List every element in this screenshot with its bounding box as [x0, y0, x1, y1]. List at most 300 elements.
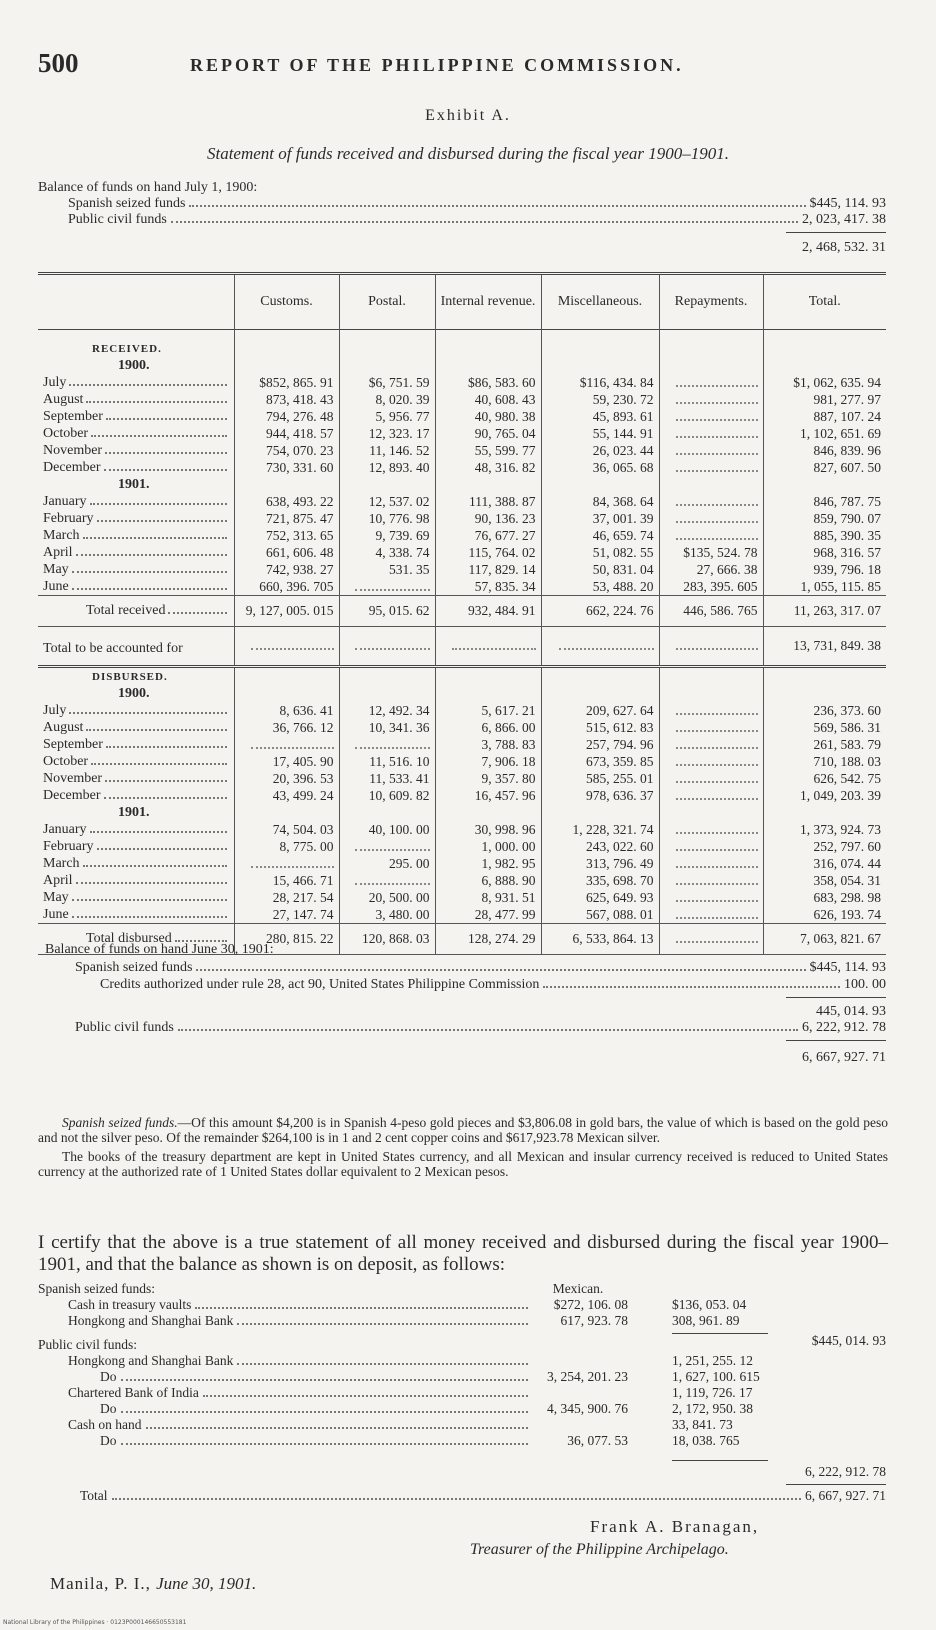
dotted-leader	[104, 797, 227, 799]
value-cell: 968, 316. 57	[763, 544, 886, 561]
deposit-us: 33, 841. 73	[672, 1417, 733, 1432]
value-cell: 660, 396. 705	[234, 578, 339, 596]
value-cell	[659, 442, 763, 459]
deposit-us: 1, 119, 726. 17	[672, 1385, 753, 1400]
value-cell	[339, 578, 435, 596]
value-cell: 9, 357. 80	[435, 770, 541, 787]
empty-cell	[659, 685, 763, 702]
value-cell: 569, 586. 31	[763, 719, 886, 736]
value-cell	[659, 408, 763, 425]
dotted-leader	[121, 1443, 529, 1445]
value-cell: $116, 434. 84	[541, 374, 659, 391]
value-cell: 5, 617. 21	[435, 702, 541, 719]
section-row	[38, 340, 886, 357]
dotted-leader	[355, 840, 430, 851]
value-cell: 1, 373, 924. 73	[763, 821, 886, 838]
value-cell	[659, 821, 763, 838]
statement-title: Statement of funds received and disbursed during the fiscal year 1900–1901.	[206, 144, 730, 163]
value-cell: 236, 373. 60	[763, 702, 886, 719]
month-cell	[38, 561, 234, 578]
value-cell: 978, 636. 37	[541, 787, 659, 804]
month-label-wrap	[43, 907, 229, 923]
month-label: September	[43, 736, 103, 752]
books-note: The books of the treasury department are kept in United States currency, and all Mexican and insular currency received is reduced to United States currency at the authorized rate of 1 United States dollar equivalent to 2 Mexican pesos.	[38, 1149, 888, 1179]
value-cell: 53, 488. 20	[541, 578, 659, 596]
value-cell: 74, 504. 03	[234, 821, 339, 838]
table-row	[38, 578, 886, 596]
deposit-us: 308, 961. 89	[672, 1313, 740, 1328]
dotted-leader	[676, 891, 758, 902]
header-total: Total.	[763, 274, 886, 330]
empty-cell	[541, 330, 659, 341]
month-label: June	[43, 578, 69, 594]
dotted-leader	[676, 772, 758, 783]
year-label: 1900.	[118, 685, 150, 701]
total-value-cell	[659, 924, 763, 955]
dotted-leader	[69, 384, 226, 386]
empty-cell	[435, 476, 541, 493]
exhibit-label: Exhibit A.	[425, 107, 511, 124]
empty-cell	[339, 330, 435, 341]
closing-spanish-row	[75, 960, 886, 976]
empty-cell	[234, 627, 339, 667]
opening-spanish-value: $445, 114. 93	[809, 196, 886, 211]
month-label: August	[43, 391, 84, 407]
dotted-leader	[106, 746, 227, 748]
deposit-mexican: 3, 254, 201. 23	[547, 1369, 628, 1384]
empty-cell	[234, 330, 339, 341]
value-cell: 1, 000. 00	[435, 838, 541, 855]
year-row	[38, 357, 886, 374]
empty-cell	[234, 667, 339, 686]
total-value-cell: 128, 274. 29	[435, 924, 541, 955]
value-cell	[234, 855, 339, 872]
value-cell: 7, 906. 18	[435, 753, 541, 770]
table-row	[38, 408, 886, 425]
closing-public-row	[75, 1020, 886, 1036]
month-label: April	[43, 544, 73, 560]
total-value-cell: 120, 868. 03	[339, 924, 435, 955]
opening-public-label: Public civil funds	[68, 212, 167, 227]
dotted-leader	[121, 1411, 529, 1413]
empty-cell	[38, 330, 234, 341]
dotted-leader	[203, 1395, 528, 1397]
value-cell: 10, 776. 98	[339, 510, 435, 527]
month-label: November	[43, 770, 103, 786]
scan-footer: National Library of the Philippines · 0123P000146650553181	[3, 1619, 187, 1626]
month-cell	[38, 838, 234, 855]
month-cell	[38, 753, 234, 770]
header-customs: Customs.	[234, 274, 339, 330]
value-cell: 515, 612. 83	[541, 719, 659, 736]
month-label-wrap	[43, 545, 229, 561]
table-row	[38, 787, 886, 804]
value-cell: 316, 074. 44	[763, 855, 886, 872]
empty-cell	[659, 476, 763, 493]
empty-cell	[659, 357, 763, 374]
signatory-title: Treasurer of the Philippine Archipelago.	[470, 1541, 729, 1558]
dotted-leader	[355, 874, 430, 885]
value-cell: 1, 055, 115. 85	[763, 578, 886, 596]
value-cell: 15, 466. 71	[234, 872, 339, 889]
empty-cell	[435, 685, 541, 702]
closing-net-spanish: 445, 014. 93	[816, 1004, 886, 1019]
value-cell: 335, 698. 70	[541, 872, 659, 889]
value-cell: 17, 405. 90	[234, 753, 339, 770]
divider	[786, 1484, 886, 1485]
value-cell: 683, 298. 98	[763, 889, 886, 906]
header-blank	[38, 274, 234, 330]
total-value-cell: 932, 484. 91	[435, 596, 541, 627]
value-cell: 585, 255. 01	[541, 770, 659, 787]
value-cell: 59, 230. 72	[541, 391, 659, 408]
month-label: April	[43, 872, 73, 888]
signatory-name: Frank A. Branagan,	[590, 1517, 760, 1536]
deposit-row	[68, 1417, 628, 1433]
page-number: 500	[38, 48, 79, 78]
dotted-leader	[355, 639, 430, 650]
value-cell: $852, 865. 91	[234, 374, 339, 391]
total-value-cell: 11, 263, 317. 07	[763, 596, 886, 627]
dotted-leader	[676, 444, 758, 455]
dotted-leader	[76, 554, 227, 556]
year-row	[38, 685, 886, 702]
month-label-wrap	[43, 494, 229, 510]
spanish-deposits-heading: Spanish seized funds:	[38, 1281, 155, 1296]
dotted-leader	[83, 865, 227, 867]
empty-cell	[763, 685, 886, 702]
value-cell: 742, 938. 27	[234, 561, 339, 578]
year-label: 1900.	[118, 357, 150, 373]
year-row	[38, 804, 886, 821]
dotted-leader	[676, 512, 758, 523]
table-row	[38, 493, 886, 510]
dotted-leader	[251, 738, 334, 749]
divider	[786, 232, 886, 233]
table-row	[38, 889, 886, 906]
empty-cell	[435, 330, 541, 341]
total-value-cell: 446, 586. 765	[659, 596, 763, 627]
value-cell: 846, 839. 96	[763, 442, 886, 459]
value-cell: 8, 931. 51	[435, 889, 541, 906]
dotted-leader	[452, 639, 536, 650]
dotted-leader	[559, 639, 653, 650]
deposit-row	[68, 1385, 628, 1401]
dotted-leader	[676, 427, 758, 438]
empty-cell	[339, 804, 435, 821]
dotted-leader	[146, 1427, 529, 1429]
dotted-leader	[676, 789, 758, 800]
deposit-label: Cash in treasury vaults	[68, 1297, 192, 1312]
month-label-wrap	[43, 426, 229, 442]
value-cell: 673, 359. 85	[541, 753, 659, 770]
month-label-wrap	[43, 392, 229, 408]
value-cell: 1, 102, 651. 69	[763, 425, 886, 442]
month-label-wrap	[43, 890, 229, 906]
empty-cell	[659, 667, 763, 686]
value-cell: 567, 088. 01	[541, 906, 659, 924]
month-cell	[38, 510, 234, 527]
month-label-wrap	[43, 754, 229, 770]
deposit-label: Do	[100, 1401, 117, 1416]
month-cell	[38, 442, 234, 459]
empty-cell	[763, 476, 886, 493]
divider	[672, 1333, 768, 1334]
value-cell	[659, 770, 763, 787]
value-cell	[659, 527, 763, 544]
value-cell: 313, 796. 49	[541, 855, 659, 872]
closing-spanish-value: $445, 114. 93	[809, 960, 886, 975]
empty-cell	[541, 804, 659, 821]
empty-cell	[435, 340, 541, 357]
value-cell: 11, 516. 10	[339, 753, 435, 770]
dotted-leader	[83, 537, 227, 539]
closing-public-value: 6, 222, 912. 78	[802, 1020, 886, 1035]
value-cell: 754, 070. 23	[234, 442, 339, 459]
value-cell: 30, 998. 96	[435, 821, 541, 838]
table-row	[38, 872, 886, 889]
value-cell	[659, 391, 763, 408]
month-cell	[38, 736, 234, 753]
dotted-leader	[90, 831, 227, 833]
value-cell	[659, 855, 763, 872]
total-label-wrap	[86, 603, 229, 619]
value-cell: 1, 049, 203. 39	[763, 787, 886, 804]
dotted-leader	[676, 410, 758, 421]
deposit-mexican: 4, 345, 900. 76	[547, 1401, 628, 1416]
value-cell: 12, 893. 40	[339, 459, 435, 476]
month-label-wrap	[43, 511, 229, 527]
value-cell: 885, 390. 35	[763, 527, 886, 544]
value-cell: $86, 583. 60	[435, 374, 541, 391]
empty-cell	[339, 667, 435, 686]
value-cell: 257, 794. 96	[541, 736, 659, 753]
empty-cell	[234, 476, 339, 493]
opening-public-row	[68, 212, 886, 228]
empty-cell	[234, 804, 339, 821]
month-cell	[38, 408, 234, 425]
total-cell	[38, 596, 234, 627]
section-heading: RECEIVED.	[92, 342, 162, 355]
dotted-leader	[97, 520, 227, 522]
dotted-leader	[76, 882, 227, 884]
dotted-leader	[72, 588, 227, 590]
value-cell	[659, 753, 763, 770]
month-cell	[38, 906, 234, 924]
month-label-wrap	[43, 460, 229, 476]
table-row	[38, 544, 886, 561]
header-postal: Postal.	[339, 274, 435, 330]
value-cell: 10, 341. 36	[339, 719, 435, 736]
value-cell: 55, 599. 77	[435, 442, 541, 459]
dotted-leader	[121, 1379, 529, 1381]
deposit-label: Hongkong and Shanghai Bank	[68, 1313, 234, 1328]
value-cell: 3, 480. 00	[339, 906, 435, 924]
deposit-us: 1, 627, 100. 615	[672, 1369, 760, 1384]
table-row	[38, 425, 886, 442]
value-cell: 626, 542. 75	[763, 770, 886, 787]
month-label: January	[43, 821, 87, 837]
month-label: October	[43, 425, 89, 441]
table-row	[38, 510, 886, 527]
dotted-leader	[676, 721, 758, 732]
deposit-mexican: 617, 923. 78	[560, 1313, 628, 1328]
empty-cell	[763, 330, 886, 341]
table-row	[38, 838, 886, 855]
month-label-wrap	[43, 720, 229, 736]
deposit-mexican: $272, 106. 08	[553, 1297, 628, 1312]
value-cell: 20, 500. 00	[339, 889, 435, 906]
table-row	[38, 855, 886, 872]
value-cell: 51, 082. 55	[541, 544, 659, 561]
value-cell: 252, 797. 60	[763, 838, 886, 855]
value-cell: 10, 609. 82	[339, 787, 435, 804]
month-label-wrap	[43, 788, 229, 804]
month-label: March	[43, 527, 80, 543]
dotted-leader	[676, 932, 758, 943]
opening-total-value: 2, 468, 532. 31	[802, 240, 886, 255]
table-row	[38, 442, 886, 459]
empty-cell	[435, 627, 541, 667]
value-cell: 11, 533. 41	[339, 770, 435, 787]
empty-cell	[659, 627, 763, 667]
total-value-cell: 280, 815. 22	[234, 924, 339, 955]
public-deposits-total: 6, 222, 912. 78	[805, 1464, 886, 1479]
value-cell: 358, 054. 31	[763, 872, 886, 889]
value-cell	[659, 374, 763, 391]
value-cell: 20, 396. 53	[234, 770, 339, 787]
deposit-label: Do	[100, 1369, 117, 1384]
opening-spanish-label: Spanish seized funds	[68, 196, 186, 211]
dotted-leader	[97, 848, 227, 850]
value-cell: 661, 606. 48	[234, 544, 339, 561]
value-cell: 846, 787. 75	[763, 493, 886, 510]
month-cell	[38, 425, 234, 442]
dotted-leader	[237, 1363, 528, 1365]
empty-cell	[234, 340, 339, 357]
month-label: March	[43, 855, 80, 871]
month-label: September	[43, 408, 103, 424]
opening-spanish-row	[68, 196, 886, 212]
deposit-row	[68, 1297, 628, 1313]
dotted-leader	[251, 857, 334, 868]
deposit-row	[68, 1313, 628, 1329]
dotted-leader	[104, 469, 227, 471]
value-cell: 295. 00	[339, 855, 435, 872]
value-cell: 28, 217. 54	[234, 889, 339, 906]
grand-total-row	[80, 1488, 886, 1504]
month-label: November	[43, 442, 103, 458]
value-cell: 1, 982. 95	[435, 855, 541, 872]
month-label: August	[43, 719, 84, 735]
table-row	[38, 391, 886, 408]
value-cell	[659, 510, 763, 527]
month-label-wrap	[43, 528, 229, 544]
value-cell	[339, 872, 435, 889]
closing-total-value: 6, 667, 927. 71	[802, 1050, 886, 1065]
year-row	[38, 476, 886, 493]
month-label-wrap	[43, 409, 229, 425]
value-cell: 84, 368. 64	[541, 493, 659, 510]
value-cell: 11, 146. 52	[339, 442, 435, 459]
header-internal-revenue: Internal revenue.	[435, 274, 541, 330]
dotted-leader	[237, 1323, 528, 1325]
divider	[786, 997, 886, 998]
empty-cell	[659, 340, 763, 357]
dotted-leader	[676, 495, 758, 506]
month-cell	[38, 527, 234, 544]
total-label: Total disbursed	[86, 931, 172, 946]
empty-cell	[541, 685, 659, 702]
opening-public-value: 2, 023, 417. 38	[802, 212, 886, 227]
dotted-leader	[676, 823, 758, 834]
dotted-leader	[676, 704, 758, 715]
month-cell	[38, 493, 234, 510]
value-cell: 626, 193. 74	[763, 906, 886, 924]
value-cell: $6, 751. 59	[339, 374, 435, 391]
grand-total-label: Total	[80, 1488, 108, 1503]
deposit-row	[68, 1433, 628, 1449]
opening-balance-heading: Balance of funds on hand July 1, 1900:	[38, 180, 258, 195]
header-repayments: Repayments.	[659, 274, 763, 330]
divider	[672, 1460, 768, 1461]
dotted-leader	[105, 452, 226, 454]
empty-cell	[541, 667, 659, 686]
value-cell: 9, 739. 69	[339, 527, 435, 544]
month-label-wrap	[43, 375, 229, 391]
month-cell	[38, 821, 234, 838]
deposit-us: $136, 053. 04	[672, 1297, 747, 1312]
total-value-cell: 95, 015. 62	[339, 596, 435, 627]
value-cell: 6, 866. 00	[435, 719, 541, 736]
value-cell: 37, 001. 39	[541, 510, 659, 527]
value-cell: 90, 765. 04	[435, 425, 541, 442]
empty-cell	[541, 357, 659, 374]
empty-cell	[541, 476, 659, 493]
month-cell	[38, 544, 234, 561]
value-cell	[659, 889, 763, 906]
empty-cell	[339, 476, 435, 493]
closing-spanish-label: Spanish seized funds	[75, 960, 193, 975]
dotted-leader	[676, 461, 758, 472]
empty-cell	[541, 340, 659, 357]
value-cell: 43, 499. 24	[234, 787, 339, 804]
value-cell: 90, 136. 23	[435, 510, 541, 527]
dotted-leader	[676, 857, 758, 868]
value-cell: 117, 829. 14	[435, 561, 541, 578]
certification-text: I certify that the above is a true statement of all money received and disbursed during the fiscal year 1900–1901, and that the balance as shown is on deposit, as follows:	[38, 1232, 888, 1275]
dotted-leader	[676, 376, 758, 387]
value-cell: 55, 144. 91	[541, 425, 659, 442]
value-cell: 8, 020. 39	[339, 391, 435, 408]
value-cell: 76, 677. 27	[435, 527, 541, 544]
closing-credits-label: Credits authorized under rule 28, act 90, United States Philippine Commission	[100, 977, 540, 992]
month-cell	[38, 872, 234, 889]
month-label: December	[43, 787, 101, 803]
value-cell: 46, 659. 74	[541, 527, 659, 544]
month-cell	[38, 855, 234, 872]
month-cell	[38, 391, 234, 408]
month-label-wrap	[43, 873, 229, 889]
value-cell: 827, 607. 50	[763, 459, 886, 476]
empty-cell	[234, 685, 339, 702]
deposit-label: Cash on hand	[68, 1417, 142, 1432]
empty-cell	[541, 627, 659, 667]
dotted-leader	[676, 755, 758, 766]
header-miscellaneous: Miscellaneous.	[541, 274, 659, 330]
total-value-cell: 662, 224. 76	[541, 596, 659, 627]
grand-total-value: 6, 667, 927. 71	[805, 1488, 886, 1503]
